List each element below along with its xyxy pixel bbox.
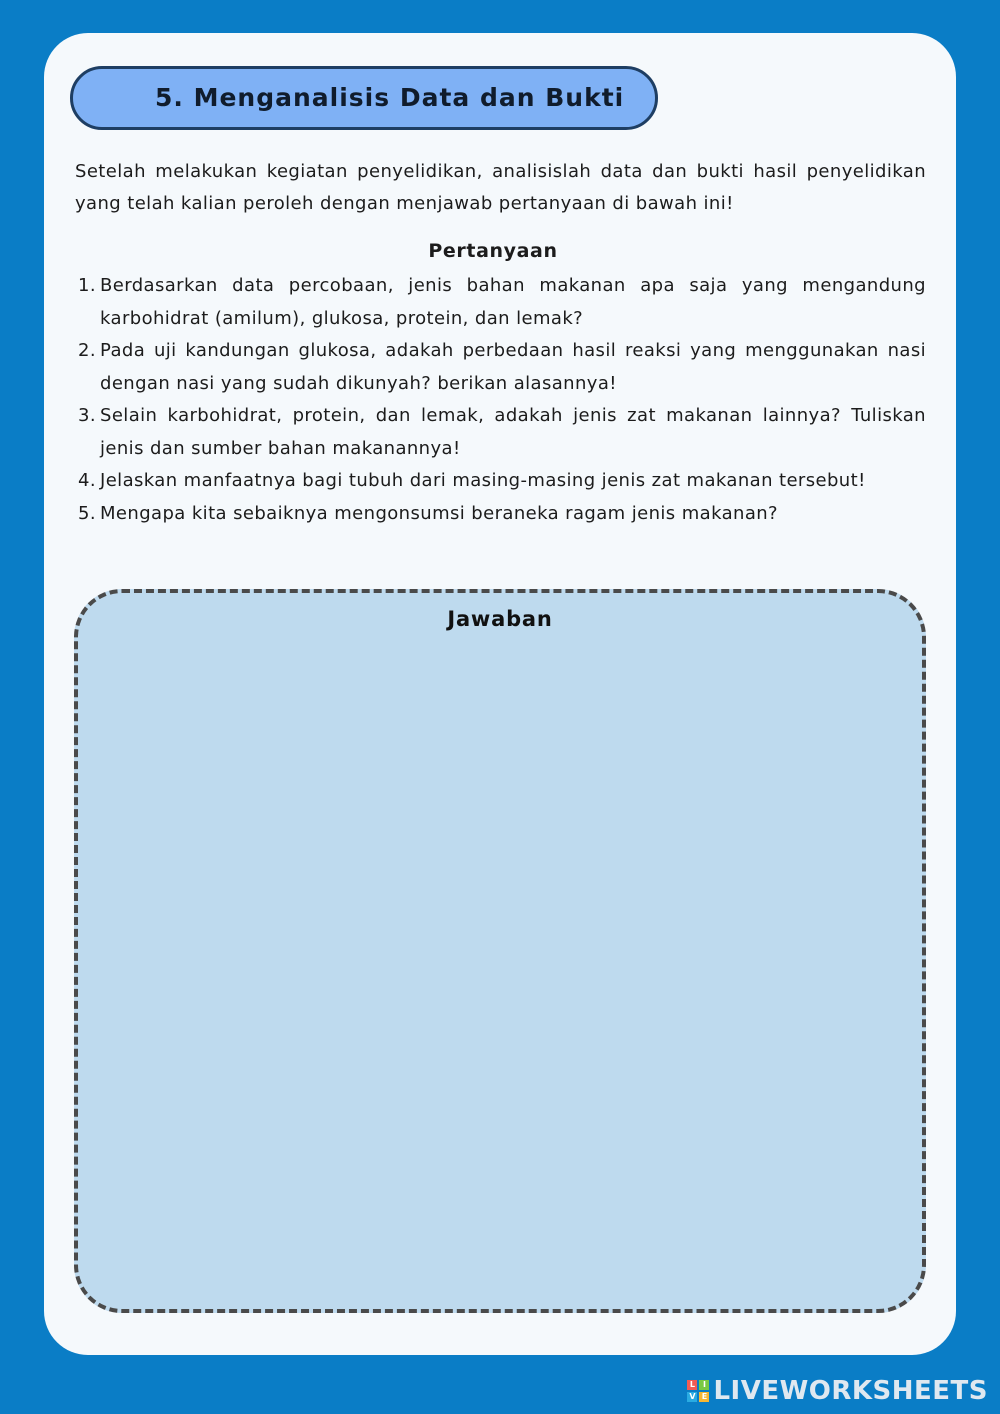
question-item [78, 498, 926, 531]
logo-tile: I [699, 1380, 709, 1390]
brand-name: LIVEWORKSHEETS [713, 1376, 988, 1406]
section-title-banner [70, 66, 658, 130]
question-number: 2. [78, 340, 96, 361]
question-number: 1. [78, 275, 96, 296]
question-item [78, 335, 926, 400]
question-number: 5. [78, 502, 96, 524]
question-item [78, 465, 926, 498]
logo-tile: V [689, 1392, 696, 1401]
question-item [78, 270, 926, 335]
question-text: Jelaskan manfaatnya bagi tubuh dari masing-masing jenis zat makanan tersebut! [100, 470, 866, 491]
answer-label: Jawaban [447, 607, 553, 631]
question-number: 4. [78, 470, 96, 491]
question-text: Pada uji kandungan glukosa, adakah perbedaan hasil reaksi yang menggunakan nasi dengan nasi yang sudah dikunyah? berikan alasannya! [100, 340, 926, 394]
intro-paragraph: Setelah melakukan kegiatan penyelidikan, analisislah data dan bukti hasil penyelidikan yang telah kalian peroleh dengan menjawab pertanyaan di bawah ini! [75, 161, 926, 214]
section-title: 5. Menganalisis Data dan Bukti [155, 83, 625, 112]
question-text: Berdasarkan data percobaan, jenis bahan makanan apa saja yang mengandung karbohidrat (amilum), glukosa, protein, dan lemak? [100, 275, 926, 329]
question-text: Mengapa kita sebaiknya mengonsumsi beraneka ragam jenis makanan? [100, 502, 779, 524]
liveworksheets-brand [687, 1376, 988, 1406]
question-item [78, 400, 926, 465]
question-number: 3. [78, 405, 96, 426]
questions-list [78, 270, 926, 530]
logo-tile: E [699, 1392, 709, 1402]
answer-box[interactable] [74, 589, 926, 1313]
question-text: Selain karbohidrat, protein, dan lemak, adakah jenis zat makanan lainnya? Tuliskan jenis dan sumber bahan makanannya! [100, 405, 926, 459]
questions-heading: Pertanyaan [428, 240, 558, 262]
logo-tile: L [687, 1380, 697, 1390]
liveworksheets-logo-icon [687, 1380, 709, 1402]
